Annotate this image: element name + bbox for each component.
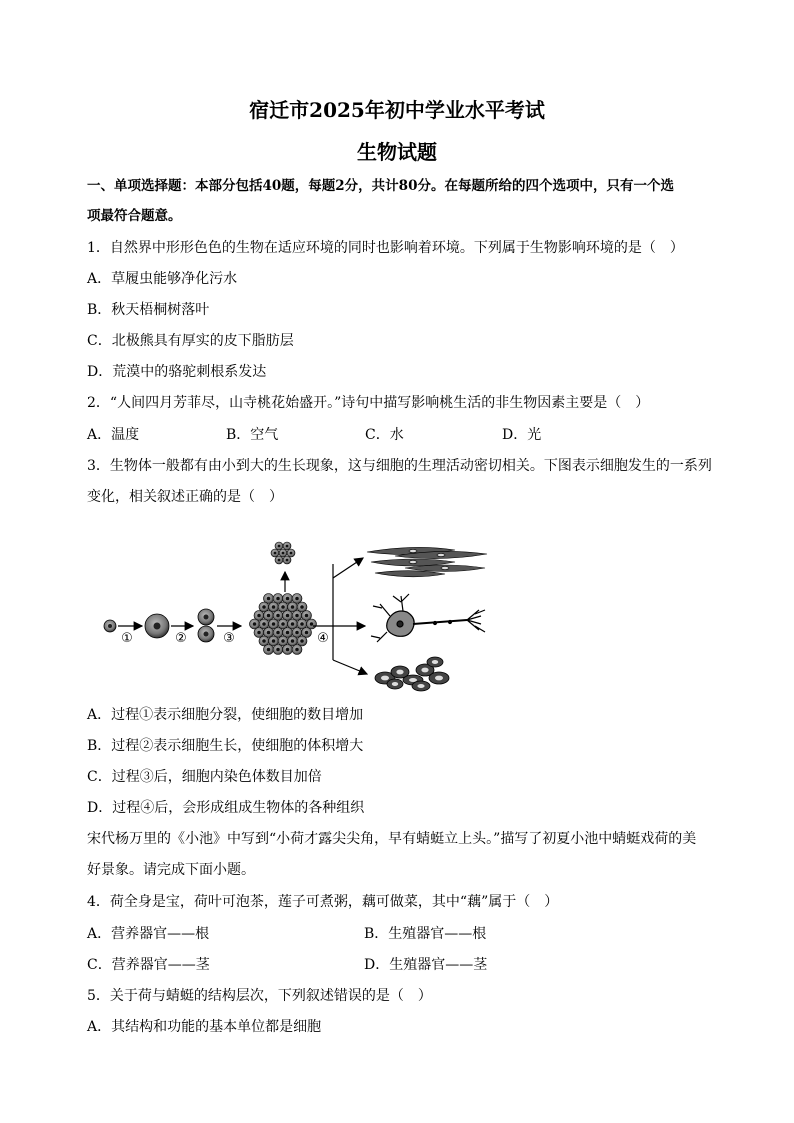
question-2-option-b: B．空气 — [226, 427, 279, 443]
cell-nucleus — [295, 631, 299, 635]
exam-subtitle: 生物试题 — [357, 140, 437, 164]
cell-nucleus — [291, 639, 295, 643]
cell-nucleus — [286, 559, 289, 562]
passage-line2: 好景象。请完成下面小题。 — [87, 862, 255, 878]
question-2-option-d: D．光 — [502, 427, 542, 443]
question-4-option-c: C．营养器官——茎 — [87, 957, 210, 973]
exam-title: 宿迁市2025年初中学业水平考试 — [249, 98, 545, 122]
question-3-stem-line1: 3．生物体一般都有由小到大的生长现象，这与细胞的生理活动密切相关。下图表示细胞发生的一系列 — [87, 458, 712, 474]
cell-development-figure — [95, 532, 495, 692]
process-label-3: ③ — [223, 631, 235, 646]
cell-nucleus — [281, 605, 285, 609]
arrow-to-connective — [333, 660, 367, 674]
cell-nucleus — [286, 545, 289, 548]
cell-nucleus — [274, 552, 277, 555]
process-label-4: ④ — [317, 631, 329, 646]
cell-nucleus — [272, 622, 276, 626]
passage-line1: 宋代杨万里的《小池》中写到“小荷才露尖尖角，早有蜻蜓立上头。”描写了初夏小池中蜻蜓戏荷的美 — [87, 831, 697, 847]
question-2-option-c: C．水 — [365, 427, 404, 443]
cell-nucleus — [267, 614, 271, 618]
cell-nucleus — [300, 639, 304, 643]
cell-nucleus — [276, 648, 280, 652]
question-3-stem-line2: 变化，相关叙述正确的是（ ） — [87, 489, 283, 505]
cell-nucleus — [276, 631, 280, 635]
cell-nucleus — [281, 622, 285, 626]
question-3-option-d: D．过程④后，会形成组成生物体的各种组织 — [87, 800, 365, 816]
cell-nucleus — [262, 605, 266, 609]
question-1-option-b: B．秋天梧桐树落叶 — [87, 302, 210, 318]
cell-nucleus — [291, 605, 295, 609]
tissue-cell-nucleus — [417, 684, 424, 688]
grown-cell — [145, 614, 169, 638]
cell-nucleus — [267, 597, 271, 601]
cell-nucleus — [267, 631, 271, 635]
cell-nucleus — [253, 622, 257, 626]
tissue-cell-nucleus — [435, 676, 443, 681]
dividing-cell — [198, 609, 214, 642]
question-1-option-c: C．北极熊具有厚实的皮下脂肪层 — [87, 333, 294, 349]
cell-nucleus — [305, 631, 309, 635]
connective-tissue — [375, 657, 449, 691]
muscle-tissue — [367, 547, 487, 576]
cell-nucleus — [257, 631, 261, 635]
cell-nucleus — [282, 552, 285, 555]
question-4-stem: 4．荷全身是宝，荷叶可泡茶，莲子可煮粥，藕可做菜，其中“藕”属于（ ） — [87, 894, 559, 910]
question-1-stem: 1．自然界中形形色色的生物在适应环境的同时也影响着环境。下列属于生物影响环境的是（ ） — [87, 240, 684, 256]
cell-nucleus — [278, 545, 281, 548]
cell-nucleus — [286, 648, 290, 652]
cell-nucleus — [310, 622, 314, 626]
cell-nucleus — [267, 648, 271, 652]
cell-nucleus — [295, 597, 299, 601]
section-instructions-line1: 一、单项选择题：本部分包括40题，每题2分，共计80分。在每题所给的四个选项中，只有一个选 — [87, 178, 674, 194]
cell-nucleus — [257, 614, 261, 618]
question-2-option-a: A．温度 — [87, 427, 140, 443]
question-4-option-b: B．生殖器官——根 — [364, 926, 487, 942]
question-3-option-a: A．过程①表示细胞分裂，使细胞的数目增加 — [87, 707, 364, 723]
question-4-option-a: A．营养器官——根 — [87, 926, 210, 942]
question-2-stem: 2．“人间四月芳菲尽，山寺桃花始盛开。”诗句中描写影响桃生活的非生物因素主要是（ ） — [87, 395, 650, 411]
cell-nucleus — [300, 622, 304, 626]
tissue-cell-nucleus — [381, 676, 389, 681]
single-small-cell — [104, 620, 116, 632]
cell-nucleus — [286, 631, 290, 635]
question-3-option-c: C．过程③后，细胞内染色体数目加倍 — [87, 769, 322, 785]
cell-nucleus — [262, 622, 266, 626]
cell-nucleus — [272, 639, 276, 643]
tissue-cell-nucleus — [409, 678, 417, 682]
cell-nucleus — [262, 639, 266, 643]
question-1-option-d: D．荒漠中的骆驼刺根系发达 — [87, 364, 267, 380]
cell-nucleus — [295, 648, 299, 652]
tissue-cell-nucleus — [396, 670, 403, 675]
process-label-1: ① — [121, 631, 133, 646]
tissue-cell-nucleus — [421, 668, 428, 673]
tissue-cell-nucleus — [432, 660, 438, 664]
process-label-2: ② — [175, 631, 187, 646]
cell-nucleus — [281, 639, 285, 643]
cell-nucleus — [300, 605, 304, 609]
arrow-to-muscle — [333, 558, 363, 578]
nerve-cell — [371, 594, 485, 642]
cell-nucleus — [276, 597, 280, 601]
question-4-option-d: D．生殖器官——茎 — [364, 957, 488, 973]
cell-nucleus — [291, 622, 295, 626]
cell-nucleus — [305, 614, 309, 618]
cell-nucleus — [278, 559, 281, 562]
question-5-option-a: A．其结构和功能的基本单位都是细胞 — [87, 1019, 322, 1035]
section-instructions-line2: 项最符合题意。 — [87, 208, 182, 224]
question-5-stem: 5．关于荷与蜻蜓的结构层次，下列叙述错误的是（ ） — [87, 988, 432, 1004]
cell-nucleus — [286, 597, 290, 601]
question-3-option-b: B．过程②表示细胞生长，使细胞的体积增大 — [87, 738, 364, 754]
cell-nucleus — [276, 614, 280, 618]
cell-nucleus — [272, 605, 276, 609]
cell-mass — [250, 594, 317, 655]
question-1-option-a: A．草履虫能够净化污水 — [87, 271, 238, 287]
cell-nucleus — [290, 552, 293, 555]
small-cell-cluster — [271, 542, 295, 564]
tissue-cell-nucleus — [392, 682, 398, 686]
cell-nucleus — [295, 614, 299, 618]
cell-nucleus — [286, 614, 290, 618]
